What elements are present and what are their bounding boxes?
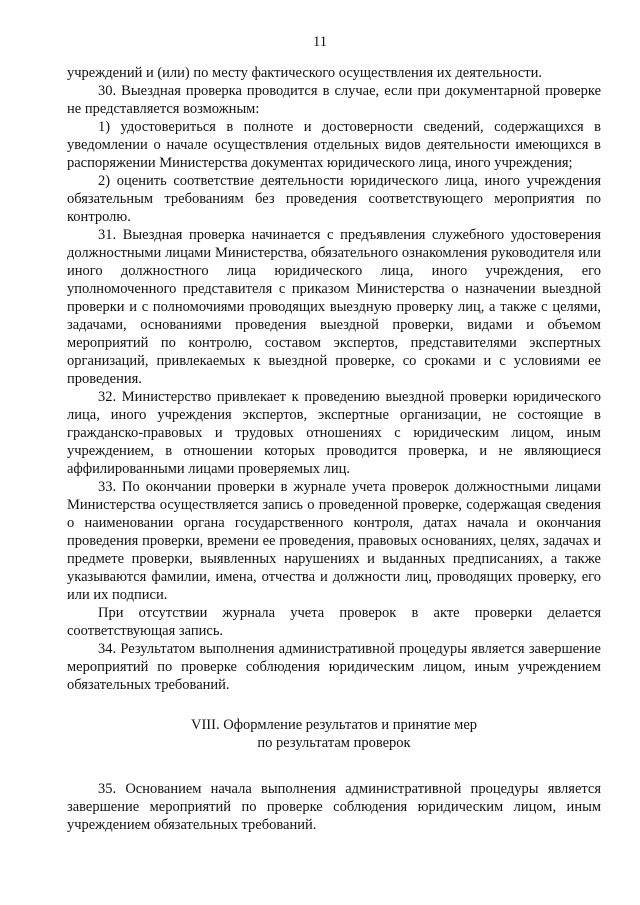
- section-heading-line-2: по результатам проверок: [257, 735, 411, 751]
- paragraph-30-item-2: 2) оценить соответствие деятельности юридического лица, иного учреждения обязательным требованиям без проведения соответствующего мероприятия по контролю.: [67, 173, 601, 225]
- document-body: [67, 64, 601, 834]
- paragraph-33: 33. По окончании проверки в журнале учета проверок должностными лицами Министерства осуществляется запись о проведенной проверке, содержащая сведения о наименовании органа государственного контроля, датах начала и окончания проведения проверки, времени ее проведения, правовых основаниях, целях, задачах и предмете проверки, выявленных нарушениях и выданных предписаниях, а также указываются фамилии, имена, отчества и должности лиц, проводящих проверку, его или их подписи.: [67, 479, 601, 603]
- paragraph-35: 35. Основанием начала выполнения административной процедуры является завершение мероприятий по проверке соблюдения юридическим лицом, иным учреждением обязательных требований.: [67, 781, 601, 833]
- paragraph-30: 30. Выездная проверка проводится в случае, если при документарной проверке не представляется возможным:: [67, 83, 601, 117]
- paragraph-continuation: учреждений и (или) по месту фактического осуществления их деятельности.: [67, 65, 543, 81]
- paragraph-30-item-1: 1) удостовериться в полноте и достоверности сведений, содержащихся в уведомлении о начале осуществления отдельных видов деятельности имеющихся в распоряжении Министерства документах юридического лица, иного учреждения;: [67, 119, 601, 171]
- paragraph-31: 31. Выездная проверка начинается с предъявления служебного удостоверения должностными лицами Министерства, обязательного ознакомления руководителя или иного должностного лица юридического лица, иного учреждения, его уполномоченного представителя с приказом Министерства о назначении выездной проверки и с полномочиями проводящих выездную проверку лиц, а также с целями, задачами, основаниями проведения выездной проверки, видами и объемом мероприятий по контролю, составом экспертов, представителями экспертных организаций, привлекаемых к выездной проверке, со сроками и с условиями ее проведения.: [67, 227, 601, 387]
- paragraph-32: 32. Министерство привлекает к проведению выездной проверки юридического лица, иного учреждения экспертов, экспертные организации, не состоящие в гражданско-правовых и трудовых отношениях с юридическим лицом, иным учреждением, в отношении которых проводится проверка, и не являющиеся аффилированными лицами проверяемых лиц.: [67, 389, 601, 477]
- section-heading: [67, 716, 601, 752]
- section-heading-line-1: VIII. Оформление результатов и принятие мер: [190, 717, 478, 733]
- page-number: 11: [313, 34, 327, 50]
- paragraph-33-note: При отсутствии журнала учета проверок в акте проверки делается соответствующая запись.: [67, 605, 601, 639]
- paragraph-34: 34. Результатом выполнения административной процедуры является завершение мероприятий по проверке соблюдения юридическим лицом, иным учреждением обязательных требований.: [67, 641, 601, 693]
